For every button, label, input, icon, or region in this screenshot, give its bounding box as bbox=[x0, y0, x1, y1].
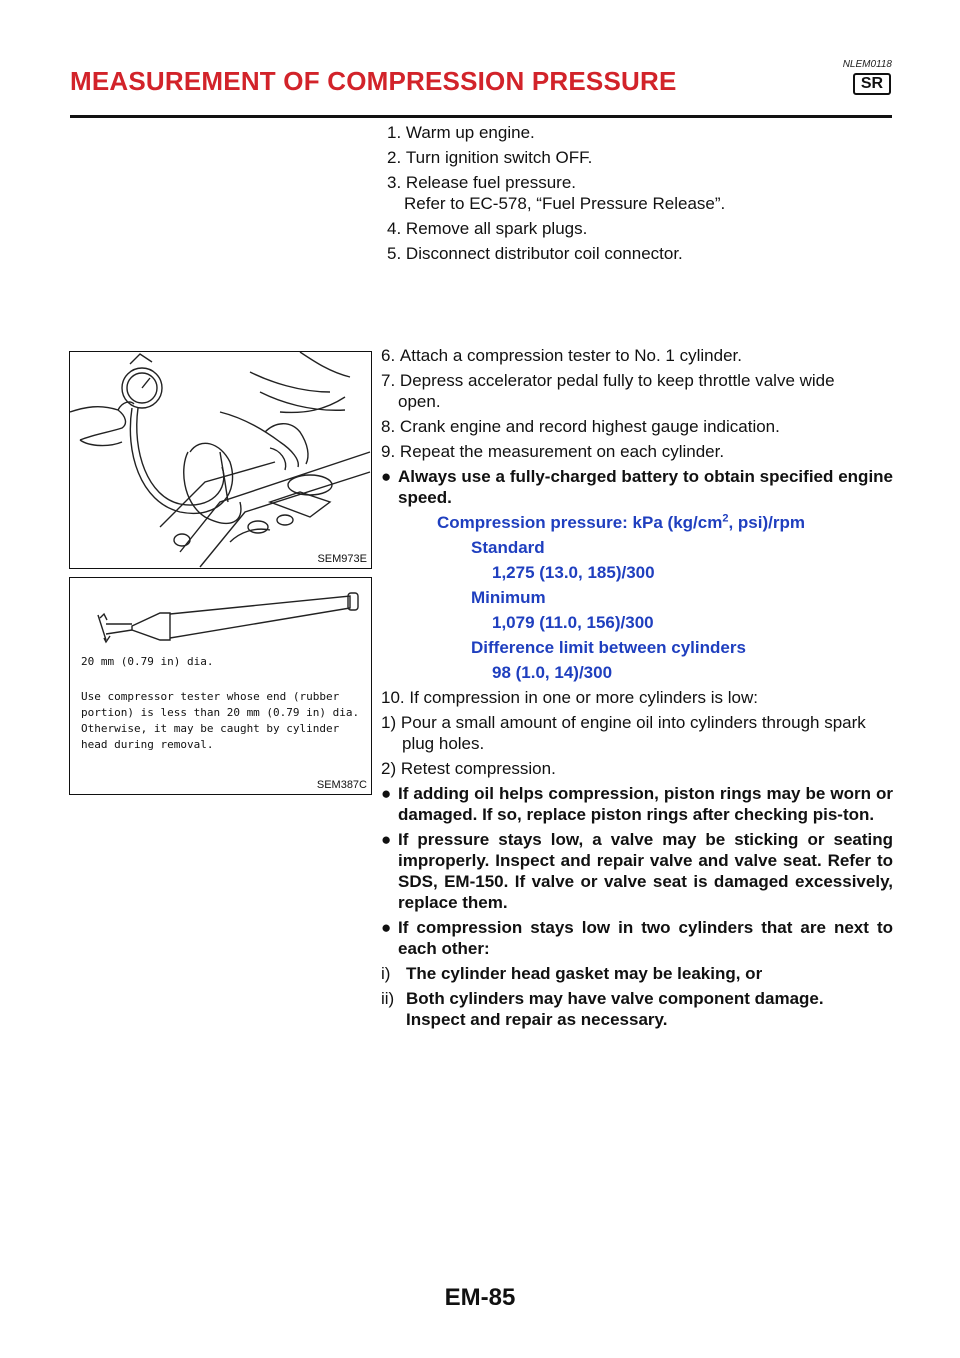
step-5: 5. Disconnect distributor coil connector. bbox=[387, 244, 683, 263]
spec-standard-value: 1,275 (13.0, 185)/300 bbox=[492, 563, 655, 582]
bullet-icon: ● bbox=[381, 830, 392, 849]
figure-caption-line-3: Otherwise, it may be caught by cylinder bbox=[81, 722, 340, 735]
step-6: 6. Attach a compression tester to No. 1 cylinder. bbox=[381, 346, 742, 365]
spec-title: Compression pressure: kPa ($kg/cm^2$, psi)/rpm bbox=[437, 512, 805, 532]
step-2: 2. Turn ignition switch OFF. bbox=[387, 148, 593, 167]
spec-difference-value: 98 (1.0, 14)/300 bbox=[492, 663, 613, 682]
tester-tip-figure bbox=[69, 577, 372, 795]
compression-tester-illustration bbox=[70, 352, 372, 569]
spec-minimum-value: 1,079 (11.0, 156)/300 bbox=[492, 613, 654, 632]
figure-caption-line-4: head during removal. bbox=[81, 738, 214, 751]
tester-tip-dimension-label: 20 mm (0.79 in) dia. bbox=[81, 655, 214, 668]
compression-tester-figure bbox=[69, 351, 372, 569]
figure-code-sem973e: SEM973E bbox=[317, 553, 367, 565]
spec-difference-label: Difference limit between cylinders bbox=[471, 638, 746, 657]
battery-note: ● Always use a fully-charged battery to obtain specified engine speed. bbox=[381, 467, 893, 507]
page-number: EM-85 bbox=[444, 1284, 516, 1311]
spec-minimum-label: Minimum bbox=[471, 588, 546, 607]
figure-code-sem387c: SEM387C bbox=[316, 779, 367, 791]
header-divider bbox=[70, 115, 892, 118]
roman-item-ii: ii) Both cylinders may have valve component damage. bbox=[381, 989, 824, 1008]
step-8: 8. Crank engine and record highest gauge indication. bbox=[381, 417, 780, 436]
roman-item-ii-continuation: Inspect and repair as necessary. bbox=[406, 1010, 668, 1029]
substep-1-continuation: plug holes. bbox=[402, 734, 485, 753]
step-3: 3. Release fuel pressure. bbox=[387, 173, 577, 192]
substep-1: 1) Pour a small amount of engine oil into cylinders through spark bbox=[381, 713, 866, 732]
spec-standard-label: Standard bbox=[471, 538, 545, 557]
figure-caption-line-2: portion) is less than 20 mm (0.79 in) dia. bbox=[81, 706, 360, 719]
adjacent-cylinders-note: ● If compression stays low in two cylinders that are next to each other: bbox=[381, 918, 893, 958]
roman-item-i: i) The cylinder head gasket may be leaking, or bbox=[381, 964, 763, 983]
oil-note: ● If adding oil helps compression, piston rings may be worn or damaged. If so, replace piston rings after checking pis-ton. bbox=[381, 784, 893, 824]
bullet-icon: ● bbox=[381, 784, 392, 803]
engine-badge: SR bbox=[853, 73, 891, 95]
step-1: 1. Warm up engine. bbox=[387, 123, 535, 142]
steps-section-1 bbox=[387, 122, 892, 268]
page-title: MEASUREMENT OF COMPRESSION PRESSURE bbox=[70, 66, 677, 96]
tester-tip-drawing bbox=[70, 578, 372, 658]
bullet-icon: ● bbox=[381, 918, 392, 937]
section-code: NLEM0118 bbox=[842, 59, 892, 70]
step-10: 10. If compression in one or more cylinders is low: bbox=[381, 688, 759, 707]
figure-caption-line-1: Use compressor tester whose end (rubber bbox=[81, 690, 340, 703]
step-3-note: Refer to EC-578, “Fuel Pressure Release”. bbox=[404, 194, 726, 213]
step-7-continuation: open. bbox=[398, 392, 441, 411]
steps-section-2 bbox=[381, 345, 893, 1030]
step-4: 4. Remove all spark plugs. bbox=[387, 219, 588, 238]
bullet-icon: ● bbox=[381, 467, 392, 486]
valve-note: ● If pressure stays low, a valve may be sticking or seating improperly. Inspect and repair valve and valve seat. Refer to SDS, EM-150. If valve or valve seat is damaged excessively, replace them. bbox=[381, 830, 893, 912]
substep-2: 2) Retest compression. bbox=[381, 759, 556, 778]
step-7: 7. Depress accelerator pedal fully to keep throttle valve wide bbox=[381, 371, 835, 390]
step-9: 9. Repeat the measurement on each cylinder. bbox=[381, 442, 725, 461]
